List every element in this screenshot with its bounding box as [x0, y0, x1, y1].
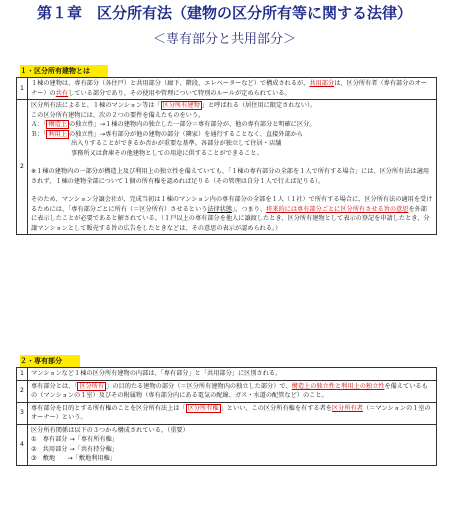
row-number: 2 [17, 100, 28, 235]
row-number: 4 [17, 424, 28, 465]
section-exclusive [16, 355, 437, 466]
text: 法律状態 [207, 205, 233, 213]
section-heading-label: １・区分所有建物とは [20, 65, 108, 77]
row-content [28, 78, 437, 100]
text: 」の目的たる建物の部分（＝区分所有建物内の独立した部分）で、 [106, 382, 292, 390]
row-number: 1 [17, 78, 28, 100]
text: 」と呼ばれる（居住用に限定されない）。 [201, 102, 317, 109]
paragraph [31, 195, 433, 233]
list-item: ② 共用部分 →「共有持分権」 [31, 445, 118, 453]
text: 専有部分を目的とする所有権のことを区分所有法上は「 [31, 404, 186, 412]
text: Ｂ：「 [31, 130, 47, 138]
paragraph: ※１棟の建物内の一部分が構造上及び利用上の独立性を備えていても、「１棟の専有部分の全部を１人で所有する場合」には、区分所有法は適用されず、１棟の建物全部について１個の所有権を認めれば足りる（その管理は自分１人で行えば足りる）。 [31, 168, 430, 185]
highlight-text: 区分所有 [79, 382, 105, 390]
paragraph: この区分所有建物には、次の２つの要件を備えたものをいう。 [31, 111, 205, 119]
text: 区分所有法によると、１棟のマンション等は「 [31, 102, 161, 109]
section-heading [16, 355, 437, 367]
list-item: ① 専有部分 →「専有所有権」 [31, 436, 118, 443]
row-content [28, 402, 437, 424]
paragraph: 出入りすることができるか否かが重要な基準。各部分が独立して住居・店舗 [71, 140, 282, 147]
table-row [17, 424, 437, 465]
table-row [17, 100, 437, 235]
highlight-text: 共有 [55, 89, 69, 97]
text: を外部に表示したことが必要であると解されている。（１戸以上の専有部分を他人に譲渡したとき、区分所有建物として表示の登記を申請したとき、分譲マンションとして販売する旨の広告をしたときなどは、その意思の表示が認められる。） [31, 205, 430, 232]
text: （＝マンションの１室のオーナー）という。 [31, 404, 431, 421]
row-content [28, 424, 437, 465]
table-row [17, 380, 437, 402]
text: Ａ：「 [31, 121, 47, 128]
text: 専有部分とは、「 [31, 382, 78, 390]
text: １棟の建物は、専有部分（各住戸）と共用部分（廊下、階段、エレベーターなど）で構成されるが、 [31, 80, 310, 87]
highlight-text: 構造上 [48, 121, 68, 128]
section-building [16, 65, 437, 235]
table-row [17, 368, 437, 381]
text: の独立性」→専有部分が他の建物の部分（隣家）を通行することなく、直接外部から [69, 130, 304, 138]
section-heading [16, 65, 437, 77]
section-table [16, 77, 437, 235]
highlight-text: 構造上の独立性と利用上の独立性 [291, 382, 385, 390]
chapter-subtitle: ＜専有部分と共用部分＞ [152, 32, 296, 47]
list-item: ③ 敷地 →「敷地利用権」 [31, 455, 116, 462]
section-heading-label: ２・専有部分 [20, 355, 80, 367]
highlight-text: 共用部分 [309, 80, 335, 87]
text: 」といい、この区分所有権を有する者を [220, 404, 332, 412]
paragraph [31, 101, 433, 111]
highlight-text: 将来的には専有部分ごとに区分所有させる旨の意思 [266, 205, 409, 213]
highlight-text: 区分所有権 [187, 404, 219, 412]
text: 」、つまり、 [232, 205, 267, 213]
row-content [28, 100, 437, 235]
paragraph: 事務所又は倉庫その他建物としての用途に供することができること。 [71, 149, 263, 157]
table-row [17, 78, 437, 100]
highlight-text: 区分所有建物 [162, 102, 200, 109]
row-number: 1 [17, 368, 28, 381]
text: の独立性」→１棟の建物内の独立した一部分＝専有部分が、他の専有部分と明確に区分。 [69, 121, 316, 128]
highlight-text: 利用上 [48, 130, 68, 138]
row-number: 2 [17, 380, 28, 402]
text: を備えているもの（マンションの１室）及びその附属物（専有部分内にある電気の配線、ガス・水道の配管など）のこと。 [31, 382, 428, 399]
text: は、区分所有者（専有部分のオーナー）の [31, 80, 427, 97]
row-content [28, 380, 437, 402]
paragraph [31, 130, 433, 140]
row-number: 3 [17, 402, 28, 424]
paragraph [31, 120, 433, 130]
chapter-title: 第１章 区分所有法（建物の区分所有等に関する法律） [36, 4, 412, 22]
text: している部分であり、その使用や管理について特別のルールが定められている。 [68, 89, 291, 97]
text: そのため、マンション分譲会社が、完成当初は１棟のマンション内の専有部分の全部を１人（１社）で所有する場合に、区分所有法の適用を受けるためには、「専有部分ごとに所有（＝区分所有）させるという [31, 196, 433, 213]
row-content: マンションなど１棟の区分所有建物の内部は、「専有部分」と「共用部分」に区別される。 [28, 368, 437, 381]
paragraph: 区分所有関係は以下の３つから構成されている。（重要） [31, 426, 189, 434]
section-table [16, 367, 437, 466]
highlight-text: 区分所有者 [332, 404, 363, 412]
table-row [17, 402, 437, 424]
